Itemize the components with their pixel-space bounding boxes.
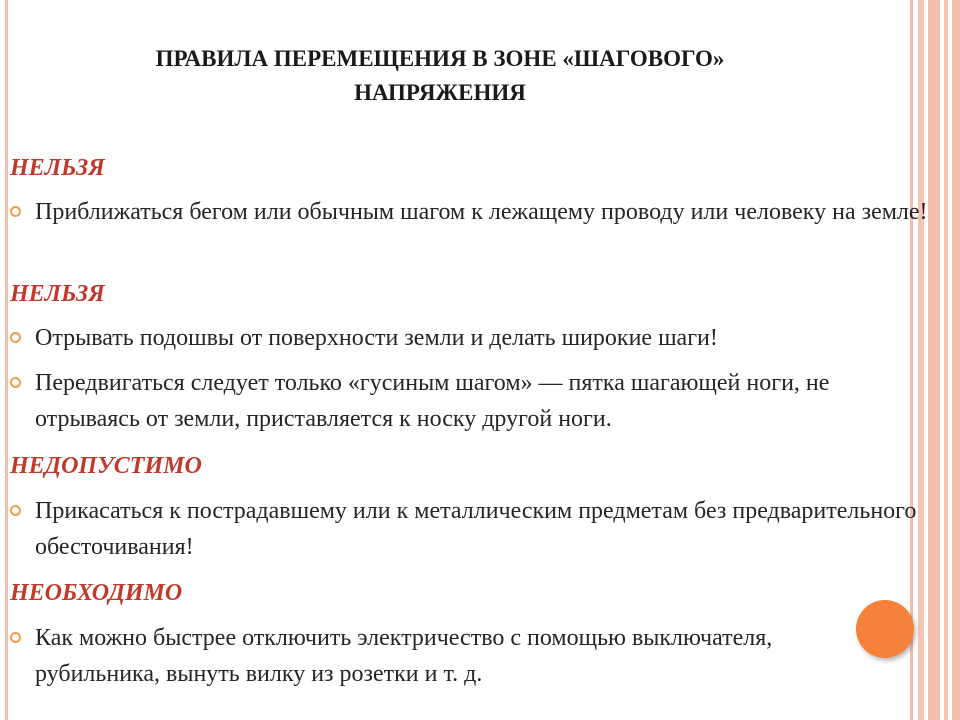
list-item-text: Отрывать подошвы от поверхности земли и делать широкие шаги! [35,325,718,351]
bullet-circle-icon [10,332,21,343]
slide-title [40,42,840,110]
list-item [10,194,940,230]
list-item-text: Приближаться бегом или обычным шагом к лежащему проводу или человеку на земле! [35,199,928,225]
list-item [10,320,940,356]
list-item-text: Передвигаться следует только «гусиным шагом» — пятка шагающей ноги, не отрываясь от земли, приставляется к носку другой ноги. [35,370,830,432]
bullet-circle-icon [10,377,21,388]
list-item [10,365,940,437]
bullet-circle-icon [10,505,21,516]
bullet-circle-icon [10,632,21,643]
slide-title-line2: НАПРЯЖЕНИЯ [354,80,526,105]
slide-title-line1: ПРАВИЛА ПЕРЕМЕЩЕНИЯ В ЗОНЕ «ШАГОВОГО» [155,46,725,71]
list-item [10,620,840,692]
list-item [10,493,940,565]
left-decorative-rule [5,0,8,720]
section-heading: НЕОБХОДИМО [10,580,183,606]
section-heading: НЕДОПУСТИМО [10,453,202,479]
bullet-circle-icon [10,206,21,217]
decorative-orange-circle [856,600,914,658]
right-decorative-stripes [910,0,960,720]
list-item-text: Как можно быстрее отключить электричество с помощью выключателя, рубильника, вынуть вилку из розетки и т. д. [35,625,773,687]
section-heading: НЕЛЬЗЯ [10,281,105,307]
list-item-text: Прикасаться к пострадавшему или к металлическим предметам без предварительного обесточивания! [35,498,917,560]
section-heading: НЕЛЬЗЯ [10,155,105,181]
